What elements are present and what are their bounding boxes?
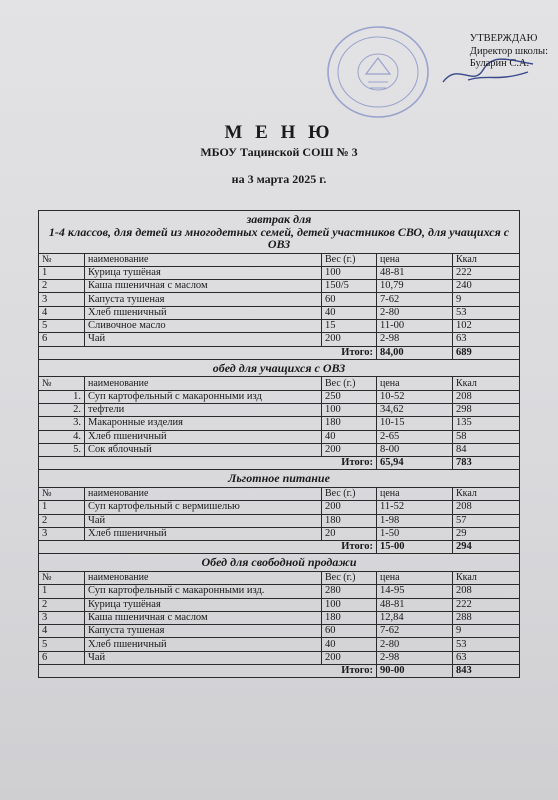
total-row xyxy=(39,346,520,359)
item-name: Курица тушёная xyxy=(85,598,322,611)
item-weight: 20 xyxy=(322,527,377,540)
school-seal-stamp xyxy=(318,22,438,122)
item-number: 5 xyxy=(39,319,85,332)
item-number: 4 xyxy=(39,625,85,638)
total-row xyxy=(39,457,520,470)
total-label: Итого: xyxy=(39,457,377,470)
item-price: 48-81 xyxy=(377,266,453,279)
section-title-row xyxy=(39,359,520,377)
item-weight: 100 xyxy=(322,403,377,416)
item-kcal: 9 xyxy=(453,293,520,306)
column-header-name: наименование xyxy=(85,253,322,266)
total-label: Итого: xyxy=(39,541,377,554)
total-kcal: 294 xyxy=(453,541,520,554)
table-row xyxy=(39,319,520,332)
total-price: 65,94 xyxy=(377,457,453,470)
table-row xyxy=(39,585,520,598)
table-row xyxy=(39,280,520,293)
item-name: Хлеб пшеничный xyxy=(85,638,322,651)
table-header-row xyxy=(39,571,520,584)
item-kcal: 222 xyxy=(453,266,520,279)
item-number: 1 xyxy=(39,266,85,279)
section-title-row xyxy=(39,554,520,572)
item-weight: 40 xyxy=(322,306,377,319)
item-price: 12,84 xyxy=(377,611,453,624)
item-number: 2 xyxy=(39,280,85,293)
item-number: 1 xyxy=(39,585,85,598)
item-name: Чай xyxy=(85,514,322,527)
table-row xyxy=(39,598,520,611)
total-row xyxy=(39,541,520,554)
item-number: 6 xyxy=(39,651,85,664)
table-header-row xyxy=(39,487,520,500)
approval-position: Директор школы: xyxy=(469,45,548,57)
item-name: Чай xyxy=(85,333,322,346)
table-row xyxy=(39,403,520,416)
total-price: 90-00 xyxy=(377,665,453,678)
menu-table xyxy=(38,210,520,678)
item-weight: 60 xyxy=(322,625,377,638)
section-title: Льготное питание xyxy=(39,470,520,488)
item-weight: 100 xyxy=(322,266,377,279)
column-header-name: наименование xyxy=(85,377,322,390)
item-name: Хлеб пшеничный xyxy=(85,430,322,443)
total-label: Итого: xyxy=(39,346,377,359)
item-name: Курица тушёная xyxy=(85,266,322,279)
item-price: 8-00 xyxy=(377,443,453,456)
total-price: 84,00 xyxy=(377,346,453,359)
item-weight: 150/5 xyxy=(322,280,377,293)
column-header-name: наименование xyxy=(85,571,322,584)
item-kcal: 208 xyxy=(453,390,520,403)
column-header-weight: Вес (г.) xyxy=(322,571,377,584)
item-kcal: 84 xyxy=(453,443,520,456)
item-name: Чай xyxy=(85,651,322,664)
item-weight: 40 xyxy=(322,430,377,443)
table-row xyxy=(39,638,520,651)
item-price: 11-52 xyxy=(377,501,453,514)
item-kcal: 240 xyxy=(453,280,520,293)
item-price: 2-80 xyxy=(377,306,453,319)
column-header-num: № xyxy=(39,253,85,266)
table-header-row xyxy=(39,253,520,266)
item-kcal: 53 xyxy=(453,306,520,319)
total-kcal: 783 xyxy=(453,457,520,470)
item-name: Хлеб пшеничный xyxy=(85,527,322,540)
item-number: 3 xyxy=(39,527,85,540)
item-kcal: 9 xyxy=(453,625,520,638)
section-title-row xyxy=(39,470,520,488)
section-title: обед для учащихся с ОВЗ xyxy=(39,359,520,377)
item-price: 2-65 xyxy=(377,430,453,443)
item-name: Сок яблочный xyxy=(85,443,322,456)
total-kcal: 843 xyxy=(453,665,520,678)
item-price: 1-50 xyxy=(377,527,453,540)
menu-title: М Е Н Ю xyxy=(224,122,334,143)
item-name: Суп картофельный с макаронными изд. xyxy=(85,585,322,598)
column-header-weight: Вес (г.) xyxy=(322,487,377,500)
table-row xyxy=(39,651,520,664)
item-number: 5. xyxy=(39,443,85,456)
item-kcal: 29 xyxy=(453,527,520,540)
table-row xyxy=(39,390,520,403)
item-kcal: 53 xyxy=(453,638,520,651)
item-number: 4. xyxy=(39,430,85,443)
item-price: 2-98 xyxy=(377,333,453,346)
item-kcal: 222 xyxy=(453,598,520,611)
item-name: Хлеб пшеничный xyxy=(85,306,322,319)
item-weight: 100 xyxy=(322,598,377,611)
item-kcal: 63 xyxy=(453,651,520,664)
section-title: Обед для свободной продажи xyxy=(39,554,520,572)
approval-person: Буларин С.А. xyxy=(469,58,530,69)
item-kcal: 58 xyxy=(453,430,520,443)
item-weight: 60 xyxy=(322,293,377,306)
column-header-price: цена xyxy=(377,253,453,266)
item-name: Капуста тушеная xyxy=(85,625,322,638)
item-name: Каша пшеничная с маслом xyxy=(85,280,322,293)
item-kcal: 208 xyxy=(453,501,520,514)
table-row xyxy=(39,527,520,540)
column-header-kcal: Ккал xyxy=(453,253,520,266)
item-weight: 200 xyxy=(322,651,377,664)
item-name: тефтели xyxy=(85,403,322,416)
item-weight: 40 xyxy=(322,638,377,651)
item-price: 14-95 xyxy=(377,585,453,598)
item-price: 2-80 xyxy=(377,638,453,651)
item-name: Капуста тушеная xyxy=(85,293,322,306)
column-header-price: цена xyxy=(377,377,453,390)
item-name: Суп картофельный с вермишелью xyxy=(85,501,322,514)
item-name: Суп картофельный с макаронными изд xyxy=(85,390,322,403)
item-weight: 15 xyxy=(322,319,377,332)
item-weight: 200 xyxy=(322,501,377,514)
column-header-price: цена xyxy=(377,571,453,584)
item-weight: 200 xyxy=(322,443,377,456)
table-row xyxy=(39,501,520,514)
column-header-kcal: Ккал xyxy=(453,487,520,500)
column-header-kcal: Ккал xyxy=(453,377,520,390)
table-row xyxy=(39,611,520,624)
item-kcal: 135 xyxy=(453,417,520,430)
total-label: Итого: xyxy=(39,665,377,678)
item-kcal: 208 xyxy=(453,585,520,598)
column-header-weight: Вес (г.) xyxy=(322,377,377,390)
item-number: 2. xyxy=(39,403,85,416)
section-title-row xyxy=(39,211,520,254)
item-price: 10-15 xyxy=(377,417,453,430)
table-row xyxy=(39,417,520,430)
item-number: 6 xyxy=(39,333,85,346)
table-row xyxy=(39,514,520,527)
item-price: 10,79 xyxy=(377,280,453,293)
item-price: 2-98 xyxy=(377,651,453,664)
item-kcal: 57 xyxy=(453,514,520,527)
item-number: 5 xyxy=(39,638,85,651)
total-row xyxy=(39,665,520,678)
menu-date: на 3 марта 2025 г. xyxy=(231,172,327,186)
item-kcal: 298 xyxy=(453,403,520,416)
item-number: 2 xyxy=(39,514,85,527)
column-header-num: № xyxy=(39,377,85,390)
column-header-weight: Вес (г.) xyxy=(322,253,377,266)
item-number: 3. xyxy=(39,417,85,430)
item-weight: 200 xyxy=(322,333,377,346)
item-number: 1 xyxy=(39,501,85,514)
table-row xyxy=(39,266,520,279)
column-header-num: № xyxy=(39,571,85,584)
item-weight: 280 xyxy=(322,585,377,598)
item-name: Каша пшеничная с маслом xyxy=(85,611,322,624)
item-price: 10-52 xyxy=(377,390,453,403)
table-row xyxy=(39,306,520,319)
item-number: 1. xyxy=(39,390,85,403)
item-weight: 180 xyxy=(322,514,377,527)
table-header-row xyxy=(39,377,520,390)
table-row xyxy=(39,625,520,638)
item-price: 7-62 xyxy=(377,293,453,306)
item-price: 11-00 xyxy=(377,319,453,332)
column-header-name: наименование xyxy=(85,487,322,500)
item-kcal: 288 xyxy=(453,611,520,624)
school-name: МБОУ Тацинской СОШ № 3 xyxy=(200,145,358,159)
total-price: 15-00 xyxy=(377,541,453,554)
table-row xyxy=(39,293,520,306)
section-title: завтрак для 1-4 классов, для детей из многодетных семей, детей участников СВО, для учащихся с ОВЗ xyxy=(39,211,520,254)
item-price: 1-98 xyxy=(377,514,453,527)
item-number: 4 xyxy=(39,306,85,319)
approval-title: УТВЕРЖДАЮ xyxy=(469,33,538,44)
item-price: 7-62 xyxy=(377,625,453,638)
item-number: 3 xyxy=(39,611,85,624)
item-weight: 250 xyxy=(322,390,377,403)
approval-block xyxy=(470,33,548,71)
table-row xyxy=(39,333,520,346)
column-header-price: цена xyxy=(377,487,453,500)
item-number: 2 xyxy=(39,598,85,611)
item-kcal: 63 xyxy=(453,333,520,346)
item-weight: 180 xyxy=(322,611,377,624)
item-number: 3 xyxy=(39,293,85,306)
menu-tables xyxy=(38,210,519,678)
item-weight: 180 xyxy=(322,417,377,430)
column-header-num: № xyxy=(39,487,85,500)
table-row xyxy=(39,430,520,443)
item-name: Макаронные изделия xyxy=(85,417,322,430)
item-name: Сливочное масло xyxy=(85,319,322,332)
total-kcal: 689 xyxy=(453,346,520,359)
item-kcal: 102 xyxy=(453,319,520,332)
table-row xyxy=(39,443,520,456)
column-header-kcal: Ккал xyxy=(453,571,520,584)
item-price: 34,62 xyxy=(377,403,453,416)
item-price: 48-81 xyxy=(377,598,453,611)
